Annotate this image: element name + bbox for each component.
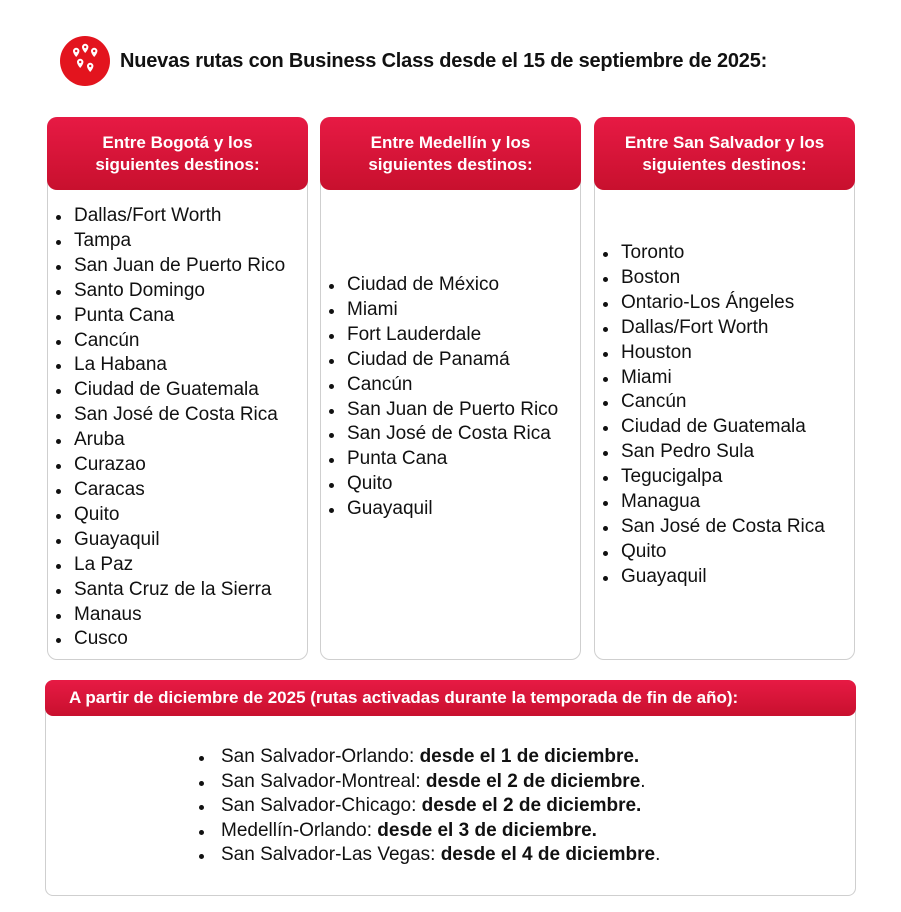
medellin-card-title: Entre Medellín y los siguientes destinos: [320,117,581,190]
medellin-routes-card [320,117,581,660]
medellin-destination-list [321,273,580,522]
destination-list-item: Cancún [621,390,854,415]
destination-list-item: Boston [621,266,854,291]
route-start-date: desde el 2 de diciembre. [421,795,642,816]
destination-list-item: Guayaquil [347,497,580,522]
bogota-routes-card [47,117,308,660]
destination-list-item: Caracas [74,478,307,503]
destination-list-item: San Pedro Sula [621,440,854,465]
destination-list-item: Punta Cana [74,304,307,329]
december-route-item [221,819,660,844]
page-header [60,36,880,86]
destination-list-item: Punta Cana [347,447,580,472]
route-start-date: desde el 4 de diciembre [440,844,656,865]
destination-list-item: Ciudad de México [347,273,580,298]
destination-list-item: Cancún [347,373,580,398]
san-salvador-destination-list [595,241,854,590]
destination-list-item: Aruba [74,428,307,453]
page-title: Nuevas rutas con Business Class desde el 15 de septiembre de 2025: [120,49,768,72]
destination-list-item: Quito [347,472,580,497]
destination-list-item: Curazao [74,453,307,478]
destination-list-item: Ciudad de Panamá [347,348,580,373]
december-route-item [221,745,660,770]
destination-list-item: Cusco [74,627,307,652]
december-route-item [221,794,660,819]
destination-list-item: Tegucigalpa [621,465,854,490]
destination-list-item: San Juan de Puerto Rico [74,254,307,279]
destination-list-item: Ciudad de Guatemala [74,378,307,403]
destination-list-item: Santa Cruz de la Sierra [74,578,307,603]
destination-list-item: San José de Costa Rica [74,403,307,428]
route-name: San Salvador-Chicago: [221,795,422,816]
bogota-card-title: Entre Bogotá y los siguientes destinos: [47,117,308,190]
route-name: San Salvador-Montreal: [221,770,426,792]
december-route-item [221,770,660,795]
destination-list-item: Toronto [621,241,854,266]
destination-list-item: Miami [621,366,854,391]
december-route-item [221,843,660,868]
december-route-list [221,745,660,868]
route-trailing-text: . [640,770,646,792]
destination-list-item: Dallas/Fort Worth [74,204,307,229]
bogota-destination-list [48,204,307,652]
destination-list-item: Cancún [74,329,307,354]
destination-list-item: Guayaquil [621,565,854,590]
destination-list-item: Managua [621,490,854,515]
map-pins-icon [60,36,110,86]
destination-list-item: Fort Lauderdale [347,323,580,348]
route-name: San Salvador-Orlando: [221,746,420,767]
destination-list-item: Ontario-Los Ángeles [621,291,854,316]
route-start-date: desde el 3 de diciembre. [377,819,597,841]
route-name: San Salvador-Las Vegas: [221,844,441,865]
destination-list-item: Miami [347,298,580,323]
december-routes-card [45,680,856,896]
destination-list-item: La Habana [74,353,307,378]
route-start-date: desde el 1 de diciembre. [419,746,640,767]
destination-list-item: Tampa [74,229,307,254]
destination-list-item: San Juan de Puerto Rico [347,398,580,423]
route-name: Medellín-Orlando: [221,819,378,841]
destination-list-item: Guayaquil [74,528,307,553]
destination-list-item: San José de Costa Rica [347,422,580,447]
destination-list-item: Quito [621,540,854,565]
december-card-title: A partir de diciembre de 2025 (rutas activadas durante la temporada de fin de año): [45,680,856,716]
destination-list-item: Santo Domingo [74,279,307,304]
destination-list-item: Manaus [74,603,307,628]
san-salvador-card-title: Entre San Salvador y los siguientes destinos: [594,117,855,190]
destination-list-item: La Paz [74,553,307,578]
destination-list-item: Ciudad de Guatemala [621,415,854,440]
san-salvador-routes-card [594,117,855,660]
destination-list-item: Houston [621,341,854,366]
destination-list-item: Quito [74,503,307,528]
destination-list-item: Dallas/Fort Worth [621,316,854,341]
route-trailing-text: . [655,844,661,865]
route-start-date: desde el 2 de diciembre [425,770,641,792]
destination-list-item: San José de Costa Rica [621,515,854,540]
